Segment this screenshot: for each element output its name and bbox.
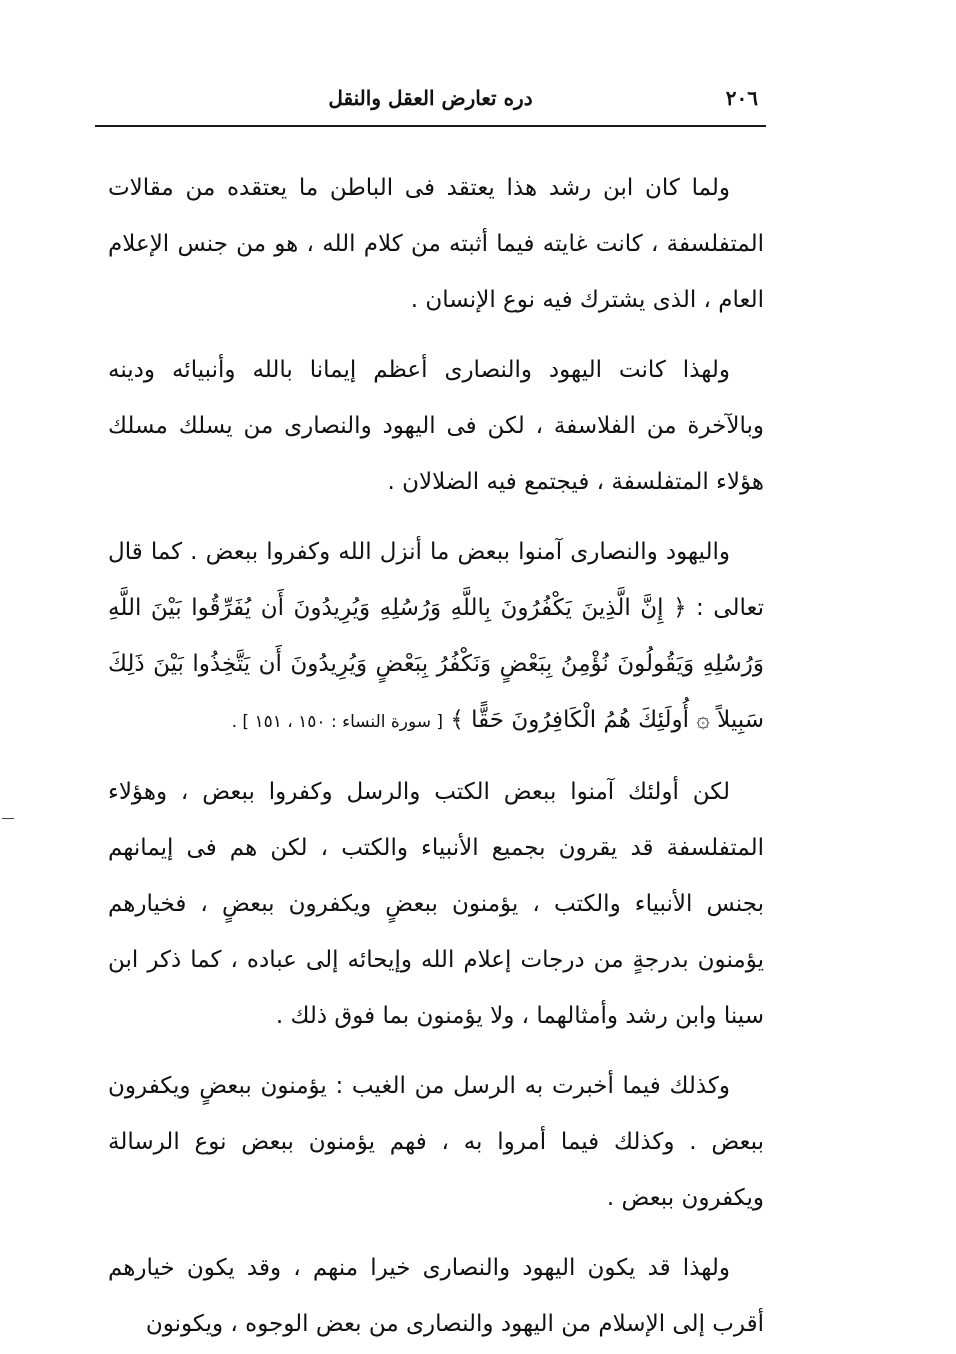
margin-mark xyxy=(2,818,14,819)
paragraph-2: ولهذا كانت اليهود والنصارى أعظم إيمانا بالله وأنبيائه ودينه وبالآخرة من الفلاسفة ، لكن فى اليهود والنصارى من يسلك مسلك هؤلاء المتفلسفة ، فيجتمع فيه الضلالان . xyxy=(108,357,764,495)
header-divider xyxy=(95,125,766,127)
paragraph-6: ولهذا قد يكون اليهود والنصارى خيرا منهم ، وقد يكون خيارهم أقرب إلى الإسلام من اليهود والنصارى من بعض الوجوه ، ويكونون xyxy=(108,1255,764,1337)
running-title: دره تعارض العقل والنقل xyxy=(328,86,533,110)
page-number: ٢٠٦ xyxy=(725,86,758,110)
verse-reference: [ سورة النساء : ١٥٠ ، ١٥١ ] . xyxy=(231,712,444,732)
paragraph-5: وكذلك فيما أخبرت به الرسل من الغيب : يؤمنون ببعضٍ ويكفرون ببعض . وكذلك فيما أمروا به ، فهم يؤمنون ببعض نوع الرسالة ويكفرون ببعض . xyxy=(108,1073,764,1211)
paragraph-3-quranic-quote xyxy=(108,524,764,750)
quranic-verse-text: واليهود والنصارى آمنوا ببعض ما أنزل الله وكفروا ببعض . كما قال تعالى : ﴿ إِنَّ الَّذِينَ يَكْفُرُونَ بِاللَّهِ وَرُسُلِهِ وَيُرِيدُونَ أَن يُفَرِّقُوا بَيْنَ اللَّهِ وَرُسُلِهِ وَيَقُولُونَ نُؤْمِنُ بِبَعْضٍ وَنَكْفُرُ بِبَعْضٍ وَيُرِيدُونَ أَن يَتَّخِذُوا بَيْنَ ذَلِكَ سَبِيلاً ۞ أُولَئِكَ هُمُ الْكَافِرُونَ حَقًّا ﴾ xyxy=(108,539,764,733)
body-text xyxy=(108,160,764,1352)
paragraph-4: لكن أولئك آمنوا ببعض الكتب والرسل وكفروا ببعض ، وهؤلاء المتفلسفة قد يقرون بجميع الأنبياء والكتب ، لكن هم فى إيمانهم بجنس الأنبياء والكتب ، يؤمنون ببعضٍ ويكفرون ببعضٍ ، فخيارهم يؤمنون بدرجةٍ من درجات إعلام الله وإيحائه إلى عباده ، كما ذكر ابن سينا وابن رشد وأمثالهما ، ولا يؤمنون بما فوق ذلك . xyxy=(108,779,764,1029)
page-header xyxy=(95,80,766,124)
paragraph-1: ولما كان ابن رشد هذا يعتقد فى الباطن ما يعتقده من مقالات المتفلسفة ، كانت غايته فيما أثبته من كلام الله ، هو من جنس الإعلام العام ، الذى يشترك فيه نوع الإنسان . xyxy=(108,175,764,313)
